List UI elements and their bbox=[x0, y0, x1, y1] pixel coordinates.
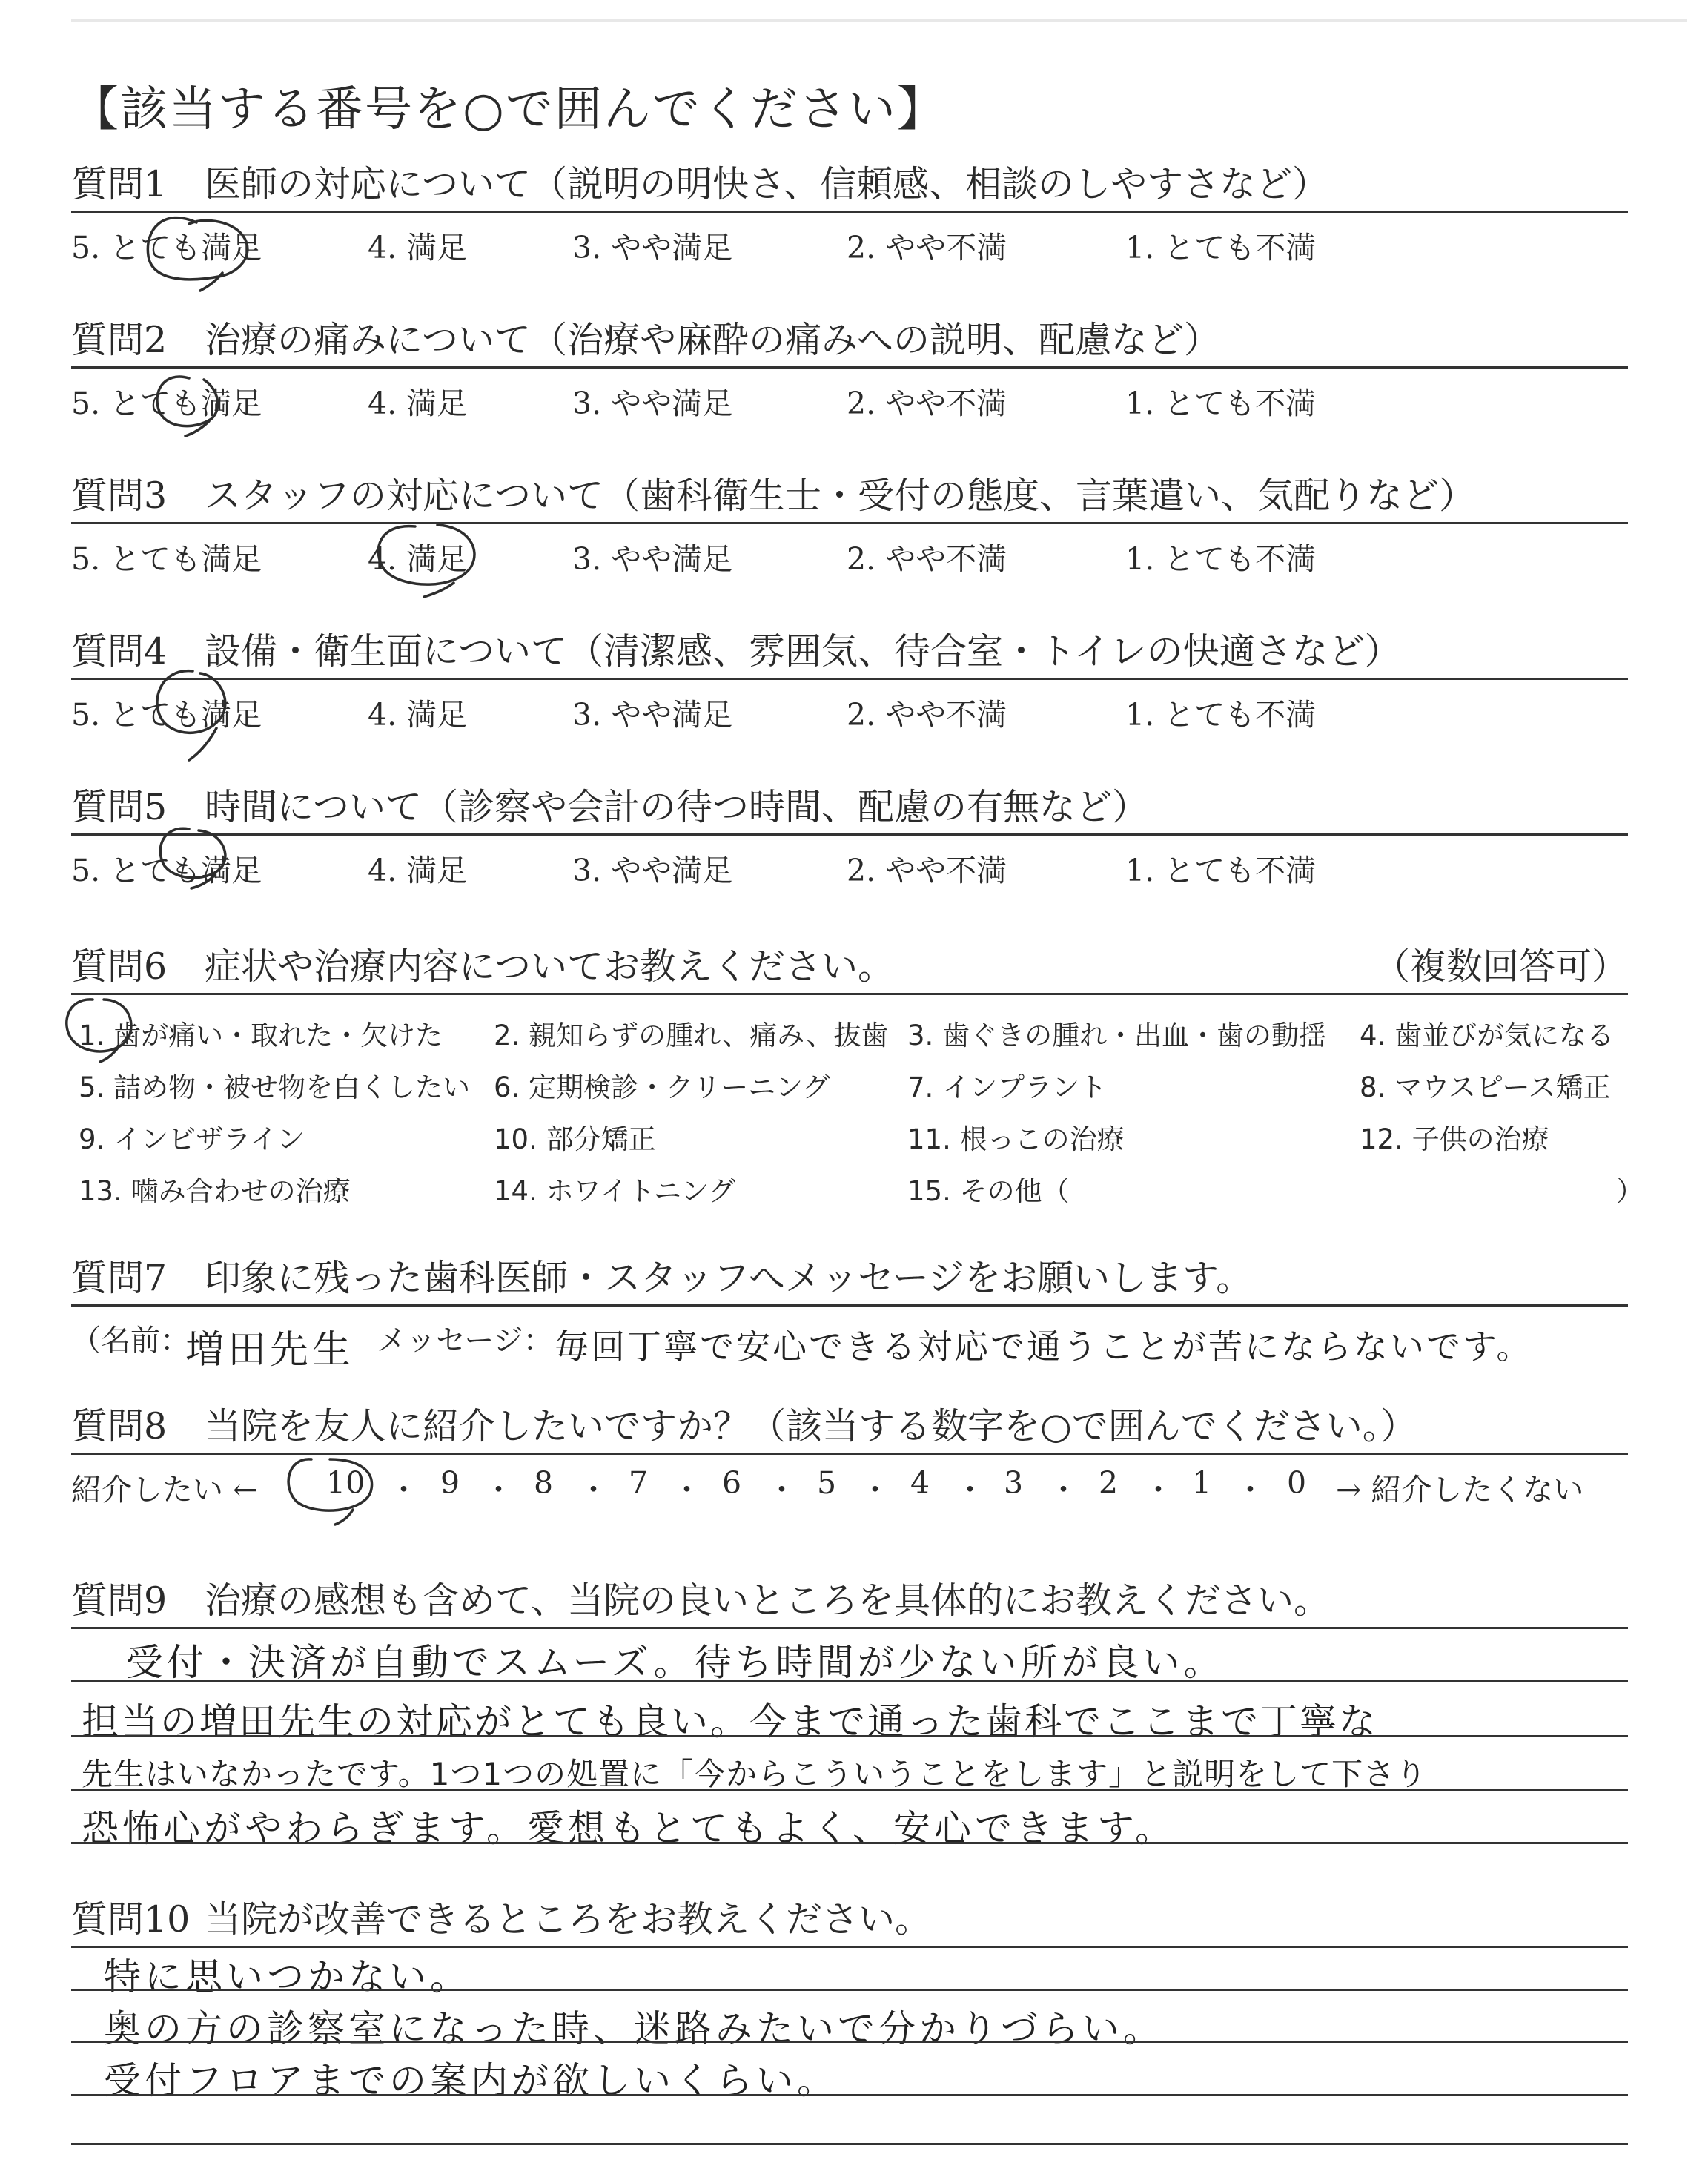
question-number: 質問5 bbox=[71, 786, 168, 828]
rating-option[interactable]: 4. 満足 bbox=[368, 541, 468, 577]
question-number: 質問1 bbox=[71, 163, 168, 205]
answer-rule bbox=[71, 1735, 1628, 1737]
rating-option[interactable]: 1. とても不満 bbox=[1125, 230, 1317, 265]
rating-option[interactable]: 1. とても不満 bbox=[1125, 541, 1317, 577]
question-rule bbox=[71, 1453, 1628, 1455]
scale-value[interactable]: 1 bbox=[1192, 1465, 1212, 1501]
symptom-option[interactable]: 13. 噛み合わせの治療 bbox=[79, 1175, 351, 1207]
scale-value[interactable]: 7 bbox=[629, 1465, 649, 1501]
scale-value[interactable]: 10 bbox=[326, 1465, 365, 1501]
rating-option[interactable]: 4. 満足 bbox=[368, 386, 468, 421]
question-number: 質問8 bbox=[71, 1405, 168, 1447]
question-text: 当院が改善できるところをお教えください。 bbox=[205, 1898, 932, 1941]
scale-separator: ・ bbox=[1048, 1472, 1079, 1507]
rating-option[interactable]: 4. 満足 bbox=[368, 230, 468, 265]
question-5 bbox=[71, 779, 1628, 888]
question-7 bbox=[71, 1249, 1628, 1307]
rating-option[interactable]: 3. やや満足 bbox=[572, 853, 733, 888]
question-number: 質問9 bbox=[71, 1579, 168, 1622]
question-8 bbox=[71, 1398, 1628, 1455]
symptom-options bbox=[71, 995, 1644, 1210]
name-answer[interactable]: 増田先生 bbox=[185, 1328, 355, 1373]
scale-separator: ・ bbox=[388, 1472, 419, 1507]
symptom-option[interactable]: 15. その他（ bbox=[907, 1175, 1070, 1207]
rating-option[interactable]: 5. とても満足 bbox=[71, 230, 262, 265]
question-number: 質問4 bbox=[71, 630, 168, 673]
rating-option[interactable]: 5. とても満足 bbox=[71, 386, 262, 421]
question-number: 質問2 bbox=[71, 319, 168, 361]
symptom-option[interactable]: 14. ホワイトニング bbox=[494, 1175, 736, 1207]
scale-value[interactable]: 6 bbox=[722, 1465, 742, 1501]
answer-rule bbox=[71, 1680, 1628, 1682]
symptom-option[interactable]: 9. インビザライン bbox=[79, 1123, 305, 1155]
rating-option[interactable]: 2. やや不満 bbox=[847, 541, 1007, 577]
scale-separator: ・ bbox=[955, 1472, 985, 1507]
symptom-option[interactable]: 4. 歯並びが気になる bbox=[1360, 1020, 1615, 1051]
answer-line[interactable]: 受付フロアまでの案内が欲しいくらい。 bbox=[104, 2059, 838, 2102]
scale-value[interactable]: 8 bbox=[534, 1465, 554, 1501]
rating-options bbox=[71, 524, 1628, 577]
question-text: 医師の対応について（説明の明快さ、信頼感、相談のしやすさなど） bbox=[205, 163, 1329, 205]
answer-rule bbox=[71, 2094, 1628, 2096]
answer-line[interactable]: 特に思いつかない。 bbox=[104, 1955, 471, 1998]
rating-option[interactable]: 1. とても不満 bbox=[1125, 697, 1317, 733]
question-number: 質問3 bbox=[71, 475, 168, 517]
scale-separator: ・ bbox=[578, 1472, 609, 1507]
answer-rule bbox=[71, 1842, 1628, 1844]
scale-separator: ・ bbox=[860, 1472, 890, 1507]
question-2 bbox=[71, 311, 1628, 421]
symptom-option[interactable]: 3. 歯ぐきの腫れ・出血・歯の動揺 bbox=[907, 1020, 1327, 1051]
rating-option[interactable]: 3. やや満足 bbox=[572, 541, 733, 577]
symptom-option[interactable]: 12. 子供の治療 bbox=[1360, 1123, 1549, 1155]
symptom-option[interactable]: 11. 根っこの治療 bbox=[907, 1123, 1125, 1155]
multiple-answers-note: （複数回答可） bbox=[1373, 945, 1628, 988]
answer-line[interactable]: 受付・決済が自動でスムーズ。待ち時間が少ない所が良い。 bbox=[126, 1641, 1225, 1684]
scale-value[interactable]: 5 bbox=[817, 1465, 837, 1501]
answer-rule bbox=[71, 1789, 1628, 1791]
rating-option[interactable]: 1. とても不満 bbox=[1125, 853, 1317, 888]
question-text: 時間について（診察や会計の待つ時間、配慮の有無など） bbox=[205, 786, 1149, 828]
question-text: 設備・衛生面について（清潔感、雰囲気、待合室・トイレの快適さなど） bbox=[205, 630, 1401, 673]
message-answer[interactable]: 毎回丁寧で安心できる対応で通うことが苦にならないです。 bbox=[555, 1327, 1533, 1367]
question-text: 症状や治療内容についてお教えください。 bbox=[205, 945, 895, 988]
question-text: 当院を友人に紹介したいですか？（該当する数字を○で囲んでください。） bbox=[205, 1405, 1417, 1447]
scale-value[interactable]: 3 bbox=[1004, 1465, 1024, 1501]
question-4 bbox=[71, 623, 1628, 733]
answer-line[interactable]: 先生はいなかったです。1つ1つの処置に「今からこういうことをします」と説明をして下さり bbox=[82, 1756, 1428, 1792]
answer-rule bbox=[71, 2041, 1628, 2043]
rating-options bbox=[71, 836, 1628, 888]
question-rule bbox=[71, 1304, 1628, 1307]
rating-options bbox=[71, 369, 1628, 421]
question-3 bbox=[71, 467, 1628, 577]
symptom-option[interactable]: 10. 部分矯正 bbox=[494, 1123, 656, 1155]
question-text: 印象に残った歯科医師・スタッフへメッセージをお願いします。 bbox=[205, 1257, 1253, 1299]
question-9 bbox=[71, 1572, 1628, 1629]
rating-option[interactable]: 3. やや満足 bbox=[572, 697, 733, 733]
form-title: 【該当する番号を○で囲んでください】 bbox=[71, 82, 946, 137]
answer-line[interactable]: 担当の増田先生の対応がとても良い。今まで通った歯科でここまで丁寧な bbox=[82, 1700, 1378, 1743]
rating-option[interactable]: 5. とても満足 bbox=[71, 697, 262, 733]
rating-option[interactable]: 2. やや不満 bbox=[847, 386, 1007, 421]
symptom-option[interactable]: 1. 歯が痛い・取れた・欠けた bbox=[79, 1020, 443, 1051]
rating-option[interactable]: 2. やや不満 bbox=[847, 230, 1007, 265]
scale-left-label: 紹介したい ← bbox=[71, 1472, 259, 1507]
name-label: （名前： bbox=[71, 1324, 190, 1358]
message-label: メッセージ： bbox=[377, 1324, 553, 1358]
symptom-option[interactable]: 7. インプラント bbox=[907, 1071, 1108, 1103]
rating-option[interactable]: 4. 満足 bbox=[368, 697, 468, 733]
rating-options bbox=[71, 680, 1628, 733]
scale-value[interactable]: 9 bbox=[440, 1465, 460, 1501]
question-10 bbox=[71, 1891, 1628, 1948]
symptom-option[interactable]: 2. 親知らずの腫れ、痛み、抜歯 bbox=[494, 1020, 889, 1051]
scale-value[interactable]: 2 bbox=[1099, 1465, 1119, 1501]
question-rule bbox=[71, 1627, 1628, 1629]
rating-options bbox=[71, 213, 1628, 265]
question-6 bbox=[71, 938, 1644, 1210]
question-text: 治療の痛みについて（治療や麻酔の痛みへの説明、配慮など） bbox=[205, 319, 1221, 361]
answer-rule bbox=[71, 1989, 1628, 1991]
scale-separator: ・ bbox=[1235, 1472, 1265, 1507]
scale-right-label: → 紹介したくない bbox=[1336, 1472, 1584, 1507]
answer-line[interactable]: 奥の方の診察室になった時、迷路みたいで分かりづらい。 bbox=[104, 2007, 1164, 2050]
question-number: 質問7 bbox=[71, 1257, 168, 1299]
symptom-option[interactable]: 6. 定期検診・クリーニング bbox=[494, 1071, 830, 1103]
rating-option[interactable]: 5. とても満足 bbox=[71, 853, 262, 888]
rating-option[interactable]: 1. とても不満 bbox=[1125, 386, 1317, 421]
rating-option[interactable]: 2. やや不満 bbox=[847, 853, 1007, 888]
rating-option[interactable]: 5. とても満足 bbox=[71, 541, 262, 577]
scale-separator: ・ bbox=[483, 1472, 514, 1507]
question-1 bbox=[71, 156, 1628, 265]
rating-option[interactable]: 2. やや不満 bbox=[847, 697, 1007, 733]
scale-separator: ・ bbox=[1143, 1472, 1174, 1507]
answer-rule bbox=[71, 2143, 1628, 2145]
symptom-option-close-paren: ） bbox=[1616, 1175, 1644, 1207]
scale-separator: ・ bbox=[672, 1472, 702, 1507]
question-number: 質問10 bbox=[71, 1898, 191, 1941]
symptom-option[interactable]: 5. 詰め物・被せ物を白くしたい bbox=[79, 1071, 471, 1103]
top-rule bbox=[71, 19, 1687, 22]
rating-option[interactable]: 3. やや満足 bbox=[572, 230, 733, 265]
symptom-option[interactable]: 8. マウスピース矯正 bbox=[1360, 1071, 1611, 1103]
question-number: 質問6 bbox=[71, 945, 168, 988]
scale-separator: ・ bbox=[767, 1472, 797, 1507]
scale-value[interactable]: 4 bbox=[910, 1465, 930, 1501]
question-text: 治療の感想も含めて、当院の良いところを具体的にお教えください。 bbox=[205, 1579, 1331, 1622]
rating-option[interactable]: 4. 満足 bbox=[368, 853, 468, 888]
scale-value[interactable]: 0 bbox=[1287, 1465, 1307, 1501]
answer-line[interactable]: 恐怖心がやわらぎます。愛想もとてもよく、安心できます。 bbox=[82, 1807, 1176, 1850]
question-text: スタッフの対応について（歯科衛生士・受付の態度、言葉遣い、気配りなど） bbox=[205, 475, 1476, 517]
rating-option[interactable]: 3. やや満足 bbox=[572, 386, 733, 421]
